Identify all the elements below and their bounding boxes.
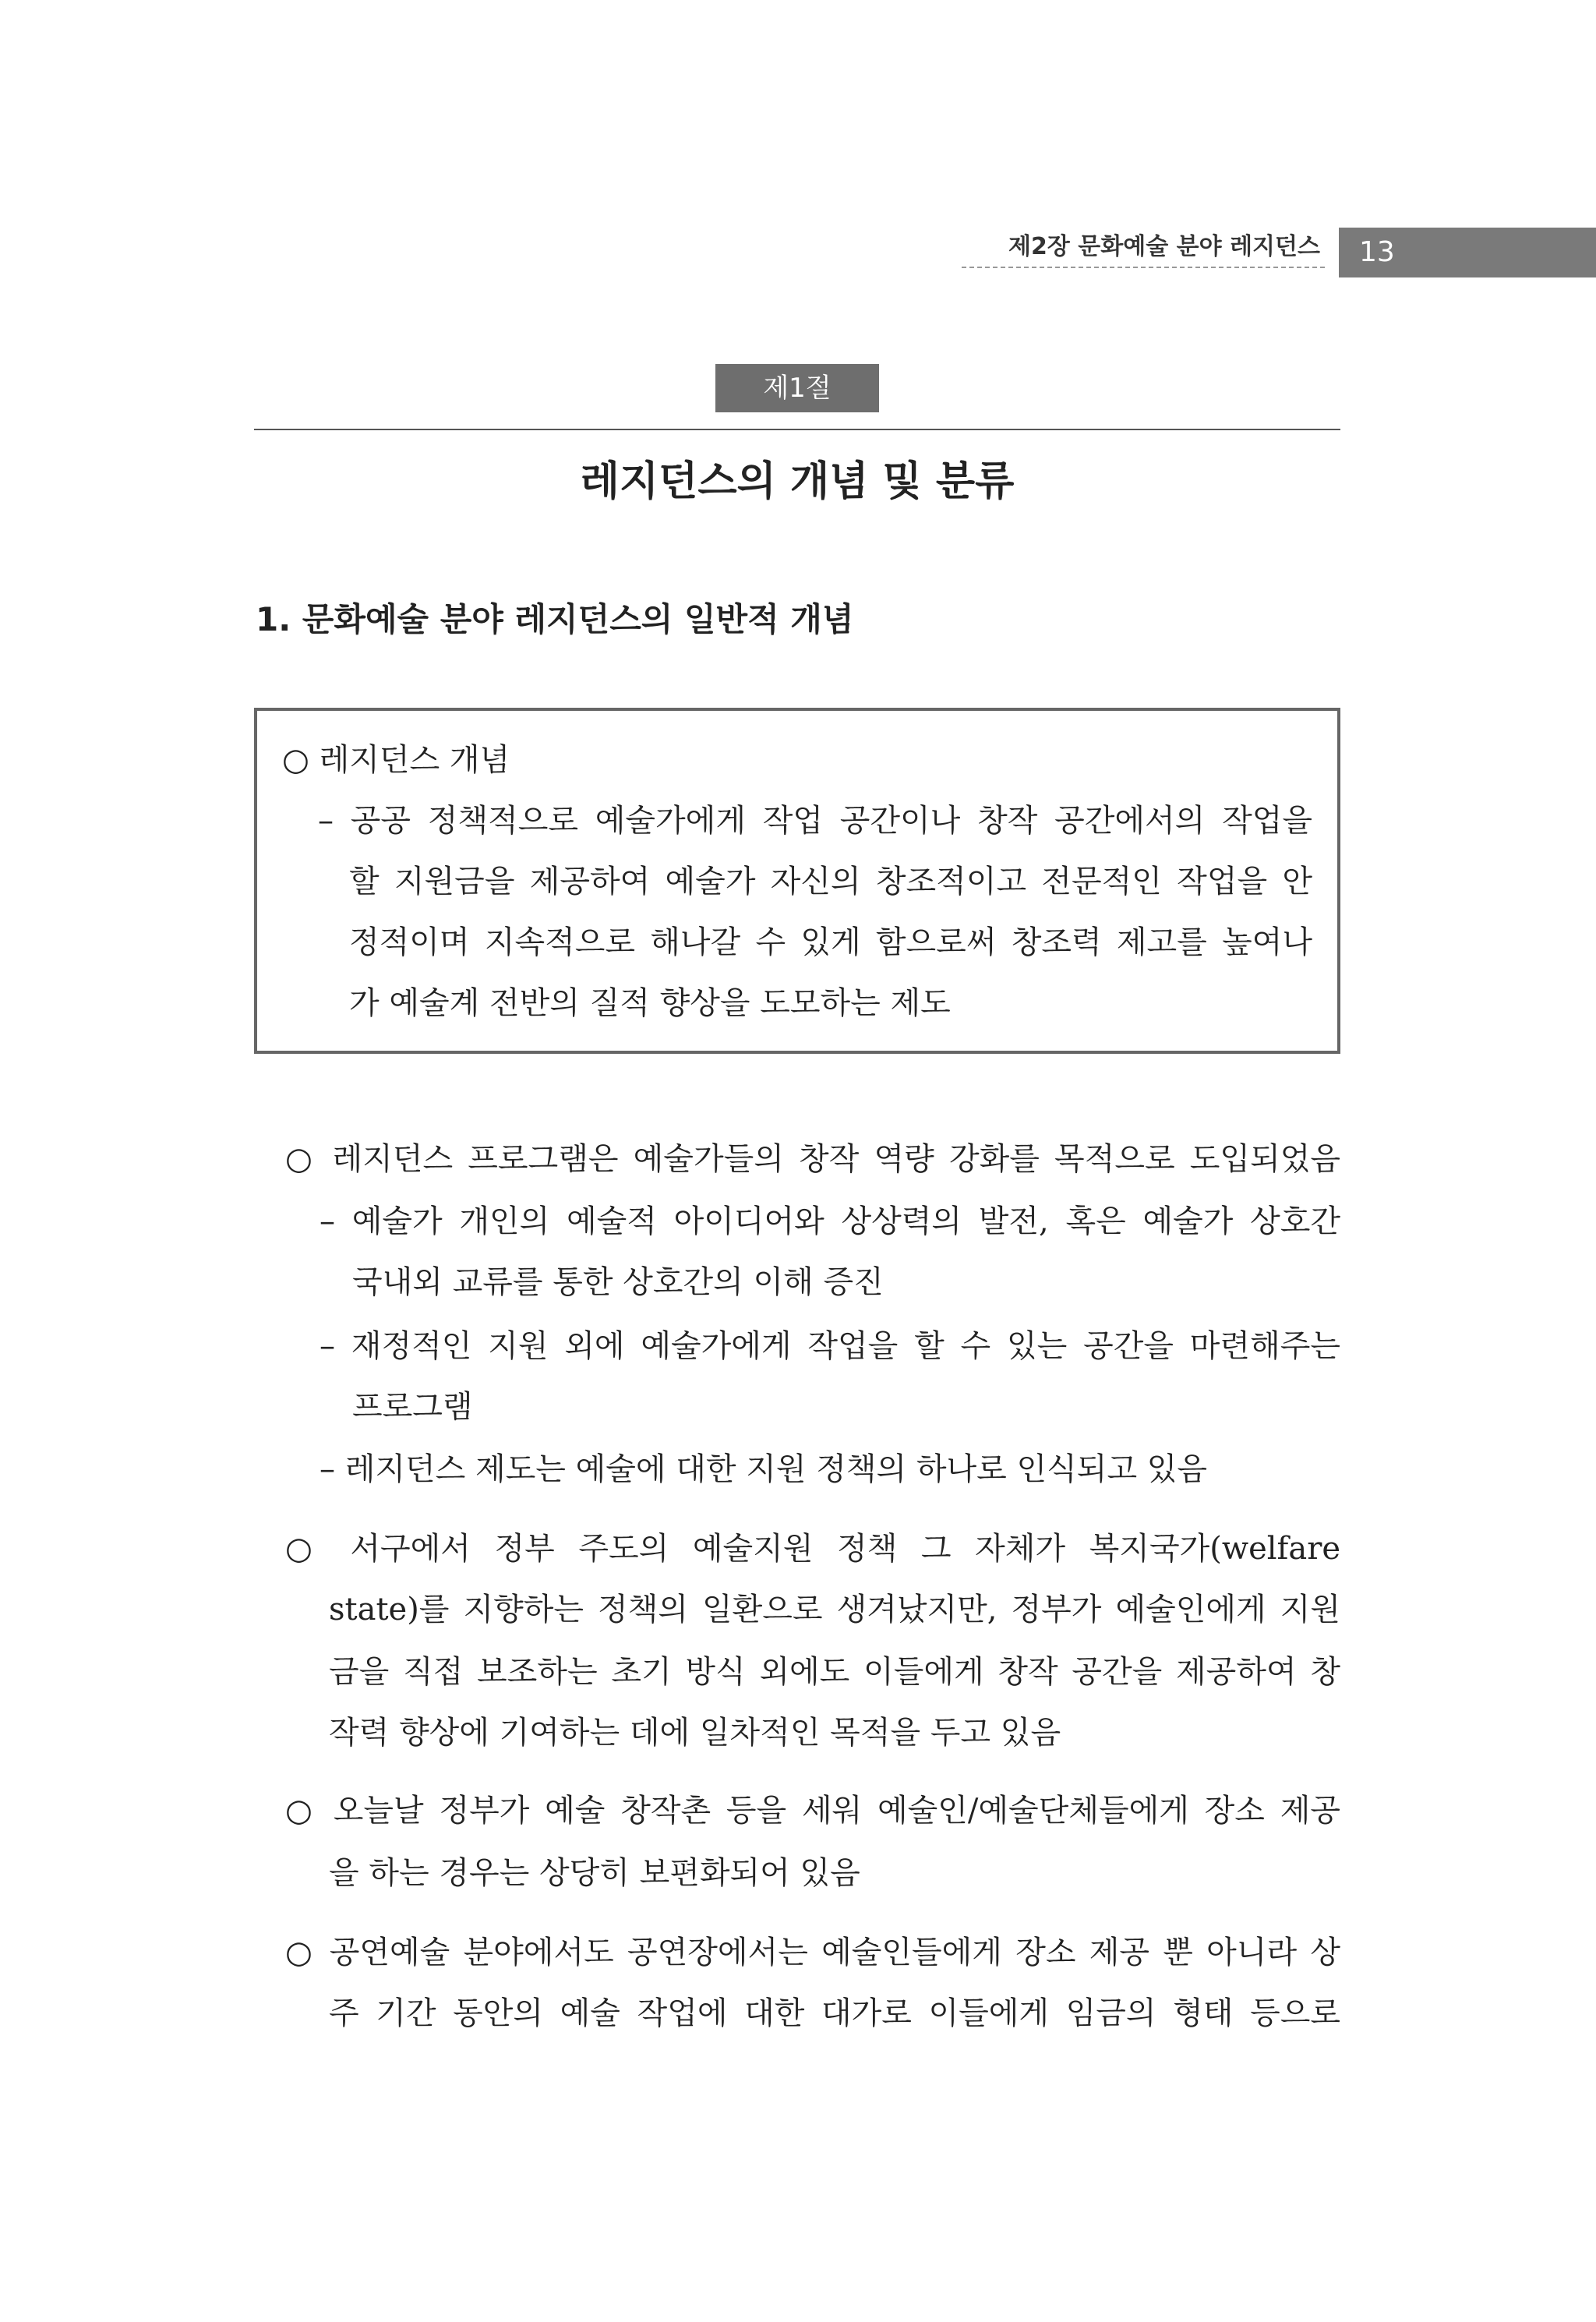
body-line: – 재정적인 지원 외에 예술가에게 작업을 할 수 있는 공간을 마련해주는	[320, 1328, 1340, 1364]
body-line: 프로그램	[352, 1389, 473, 1425]
body-line: 을 하는 경우는 상당히 보편화되어 있음	[329, 1855, 860, 1891]
concept-box-line: ○ 레지던스 개념	[282, 742, 510, 778]
chapter-header-title: 제2장 문화예술 분야 레지던스	[1008, 233, 1320, 260]
body-line: ○ 오늘날 정부가 예술 창작촌 등을 세워 예술인/예술단체들에게 장소 제공	[285, 1793, 1340, 1829]
page-title: 레지던스의 개념 및 분류	[580, 458, 1015, 505]
body-line: 주 기간 동안의 예술 작업에 대한 대가로 이들에게 임금의 형태 등으로	[329, 1995, 1340, 2031]
body-line: ○ 레지던스 프로그램은 예술가들의 창작 역량 강화를 목적으로 도입되었음	[285, 1141, 1340, 1177]
concept-box-line: 정적이며 지속적으로 해나갈 수 있게 함으로써 창조력 제고를 높여나	[349, 924, 1312, 960]
body-line: 국내외 교류를 통한 상호간의 이해 증진	[352, 1264, 884, 1300]
body-line: ○ 서구에서 정부 주도의 예술지원 정책 그 자체가 복지국가(welfare	[285, 1531, 1340, 1567]
body-line: state)를 지향하는 정책의 일환으로 생겨났지만, 정부가 예술인에게 지원	[329, 1592, 1340, 1628]
chapter-header-underline	[962, 267, 1325, 268]
section-divider	[254, 429, 1340, 430]
concept-box-line: 할 지원금을 제공하여 예술가 자신의 창조적이고 전문적인 작업을 안	[349, 864, 1312, 899]
body-line: – 레지던스 제도는 예술에 대한 지원 정책의 하나로 인식되고 있음	[320, 1451, 1208, 1487]
body-line: – 예술가 개인의 예술적 아이디어와 상상력의 발전, 혹은 예술가 상호간	[320, 1203, 1340, 1239]
subsection-heading: 1. 문화예술 분야 레지던스의 일반적 개념	[256, 600, 854, 638]
body-line: 금을 직접 보조하는 초기 방식 외에도 이들에게 창작 공간을 제공하여 창	[329, 1654, 1340, 1690]
body-line: 작력 향상에 기여하는 데에 일차적인 목적을 두고 있음	[329, 1715, 1061, 1751]
section-label-badge: 제1절	[715, 364, 879, 412]
concept-box-line: 가 예술계 전반의 질적 향상을 도모하는 제도	[349, 985, 951, 1021]
body-line: ○ 공연예술 분야에서도 공연장에서는 예술인들에게 장소 제공 뿐 아니라 상	[285, 1935, 1340, 1970]
page-number: 13	[1339, 228, 1596, 277]
concept-box-line: – 공공 정책적으로 예술가에게 작업 공간이나 창작 공간에서의 작업을	[318, 803, 1312, 839]
